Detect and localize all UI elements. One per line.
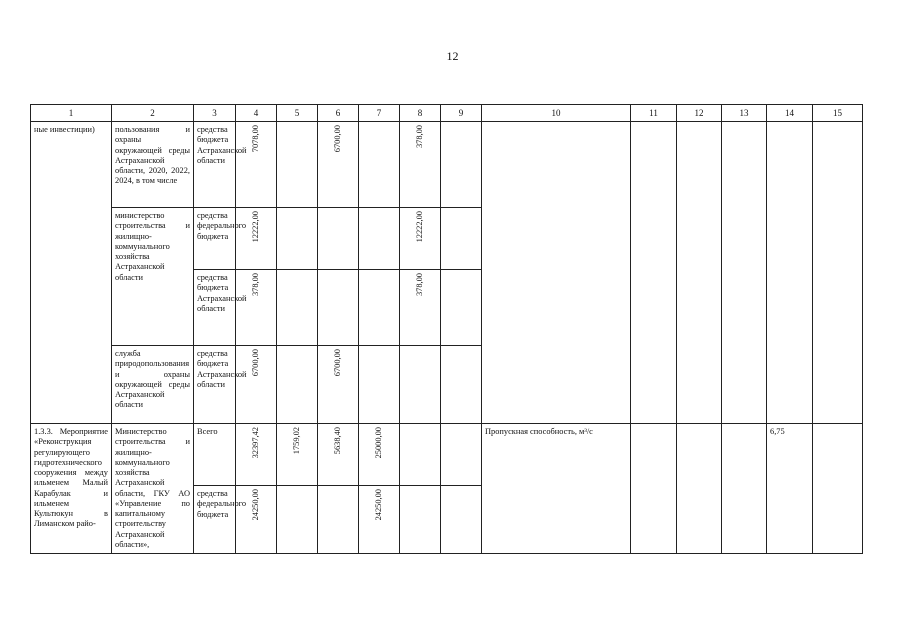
table-row [31, 424, 863, 486]
executor-cell: министерство строительства и жилищно-коммунального хозяйства Астраханской области [112, 208, 194, 346]
column-number: 7 [359, 105, 400, 122]
column-number: 13 [722, 105, 767, 122]
column-number: 5 [277, 105, 318, 122]
column-number: 10 [482, 105, 631, 122]
amount-total: 7078,00 [250, 125, 260, 153]
column-number-row [31, 105, 863, 122]
column-number: 14 [767, 105, 813, 122]
column-number: 15 [813, 105, 863, 122]
column-number: 3 [194, 105, 236, 122]
amount-year: 6700,00 [332, 349, 342, 377]
amount-year: 25000,00 [373, 427, 383, 459]
amount-total: 12222,00 [250, 211, 260, 243]
measure-cell: ные инвестиции) [31, 122, 112, 424]
source-cell: средства бюджета Астраханской области [194, 346, 236, 424]
source-cell: средства федерального бюджета [194, 486, 236, 554]
source-cell: средства бюджета Астраханской области [194, 270, 236, 346]
column-number: 6 [318, 105, 359, 122]
amount-year: 24250,00 [373, 489, 383, 521]
executor-cell: Министерство строительства и жилищно-коммунального хозяйства Астраханской области, ГКУ АО «Управление по капитальному строительству Астраханской области», [112, 424, 194, 554]
executor-cell: служба природопользования и охраны окружающей среды Астраханской области [112, 346, 194, 424]
executor-cell: пользования и охраны окружающей среды Астраханской области, 2020, 2022, 2024, в том числе [112, 122, 194, 208]
amount-year: 1759,02 [291, 427, 301, 455]
measure-cell: 1.3.3. Мероприятие «Реконструкция регулирующего гидротехнического сооружения между ильменем Малый Карабулак и ильменем Культюкун в Лиманском райо- [31, 424, 112, 554]
amount-total: 378,00 [250, 273, 260, 297]
column-number: 1 [31, 105, 112, 122]
amount-year: 6700,00 [332, 125, 342, 153]
amount-year: 5638,40 [332, 427, 342, 455]
plan-table [30, 104, 863, 554]
amount-total: 6700,00 [250, 349, 260, 377]
indicator-value: 6,75 [767, 424, 813, 554]
source-cell: Всего [194, 424, 236, 486]
amount-total: 24250,00 [250, 489, 260, 521]
amount-total: 32397,42 [250, 427, 260, 459]
column-number: 9 [441, 105, 482, 122]
amount-year: 378,00 [414, 273, 424, 297]
indicator-cell: Пропускная способность, м³/с [482, 424, 631, 554]
table-row [31, 122, 863, 208]
amount-year: 378,00 [414, 125, 424, 149]
column-number: 2 [112, 105, 194, 122]
page-number: 12 [446, 49, 459, 63]
source-cell: средства федерального бюджета [194, 208, 236, 270]
column-number: 8 [400, 105, 441, 122]
amount-year: 12222,00 [414, 211, 424, 243]
column-number: 12 [677, 105, 722, 122]
column-number: 11 [631, 105, 677, 122]
column-number: 4 [236, 105, 277, 122]
source-cell: средства бюджета Астраханской области [194, 122, 236, 208]
